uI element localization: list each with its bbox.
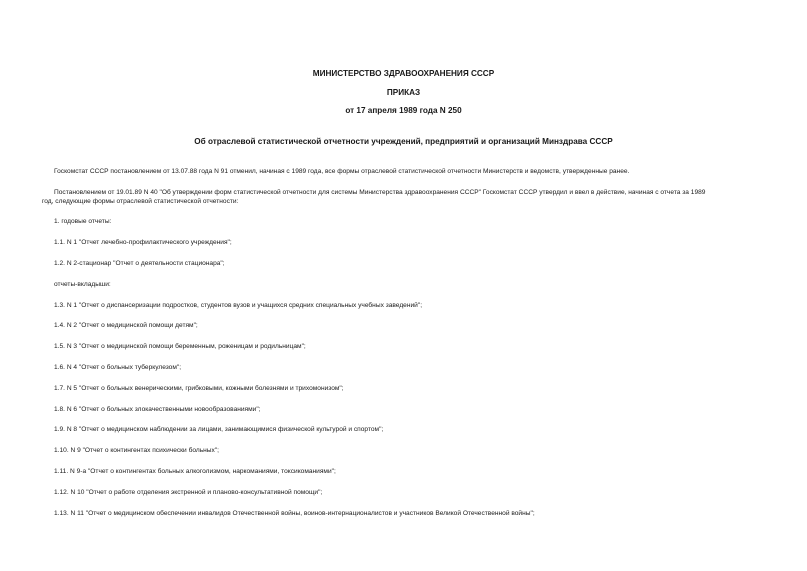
document-title: Об отраслевой статистической отчетности учреждений, предприятий и организаций Минздрава СССР bbox=[194, 137, 613, 146]
list-item bbox=[42, 446, 770, 455]
list-item-1-12: 1.12. N 10 "Отчет о работе отделения экстренной и планово-консультативной помощи"; bbox=[54, 489, 323, 496]
list-item bbox=[42, 321, 770, 330]
paragraph-1-text: Госкомстат СССР постановлением от 13.07.88 года N 91 отменил, начиная с 1989 года, все формы отраслевой статистической отчетности Министерств и ведомств, утвержденные ранее. bbox=[54, 168, 630, 175]
list-item bbox=[42, 509, 770, 518]
list-item bbox=[42, 384, 770, 393]
list-item-1-11: 1.11. N 9-а "Отчет о контингентах больных алкоголизмом, наркоманиями, токсикоманиями"; bbox=[54, 468, 336, 475]
paragraph-2-line-1: Постановлением от 19.01.89 N 40 "Об утверждении форм статистической отчетности для системы Министерства здравоохранения СССР" Госкомстат СССР утвердил и ввел в действие, начиная с отчета за 1989 bbox=[54, 189, 706, 196]
list-item-1-5: 1.5. N 3 "Отчет о медицинской помощи беременным, роженицам и родильницам"; bbox=[54, 343, 306, 350]
paragraph-1 bbox=[42, 167, 770, 176]
list-item bbox=[42, 467, 770, 476]
list-item bbox=[42, 488, 770, 497]
list-item-1-3: 1.3. N 1 "Отчет о диспансеризации подростков, студентов вузов и учащихся средних специальных учебных заведений"; bbox=[54, 302, 423, 309]
list-item bbox=[42, 259, 770, 268]
list-item bbox=[42, 238, 770, 247]
list-item bbox=[42, 301, 770, 310]
list-item bbox=[42, 425, 770, 434]
list-item-1-8: 1.8. N 6 "Отчет о больных злокачественными новообразованиями"; bbox=[54, 406, 261, 413]
list-item-1-7: 1.7. N 5 "Отчет о больных венерическими, грибковыми, кожными болезнями и трихомонизом"; bbox=[54, 385, 344, 392]
list-item bbox=[42, 342, 770, 351]
list-item-1-6: 1.6. N 4 "Отчет о больных туберкулезом"; bbox=[54, 364, 182, 371]
list-item-1-2: 1.2. N 2-стационар "Отчет о деятельности стационара"; bbox=[54, 260, 225, 267]
paragraph-2 bbox=[42, 188, 770, 197]
list-item-1-1: 1.1. N 1 "Отчет лечебно-профилактического учреждения"; bbox=[54, 239, 232, 246]
list-item-1-9: 1.9. N 8 "Отчет о медицинском наблюдении за лицами, занимающимися физической культурой и спортом"; bbox=[54, 426, 384, 433]
list-item bbox=[42, 405, 770, 414]
doc-type-heading: ПРИКАЗ bbox=[386, 88, 421, 97]
list-heading-inserts bbox=[42, 280, 770, 289]
list-item bbox=[42, 363, 770, 372]
list-heading-inserts-text: отчеты-вкладыши: bbox=[54, 281, 111, 288]
date-number-heading: от 17 апреля 1989 года N 250 bbox=[345, 106, 462, 115]
list-item-1-4: 1.4. N 2 "Отчет о медицинской помощи детям"; bbox=[54, 322, 198, 329]
paragraph-2-cont bbox=[42, 197, 770, 206]
paragraph-2-line-2: год, следующие формы отраслевой статистической отчетности: bbox=[42, 198, 239, 205]
list-heading-annual bbox=[42, 217, 770, 226]
list-heading-annual-text: 1. годовые отчеты: bbox=[54, 218, 112, 225]
ministry-heading: МИНИСТЕРСТВО ЗДРАВООХРАНЕНИЯ СССР bbox=[312, 69, 495, 78]
list-item-1-10: 1.10. N 9 "Отчет о контингентах психически больных"; bbox=[54, 447, 219, 454]
list-item-1-13: 1.13. N 11 "Отчет о медицинском обеспечении инвалидов Отечественной войны, воинов-интернационалистов и участников Великой Отечественной войны"; bbox=[54, 510, 535, 517]
